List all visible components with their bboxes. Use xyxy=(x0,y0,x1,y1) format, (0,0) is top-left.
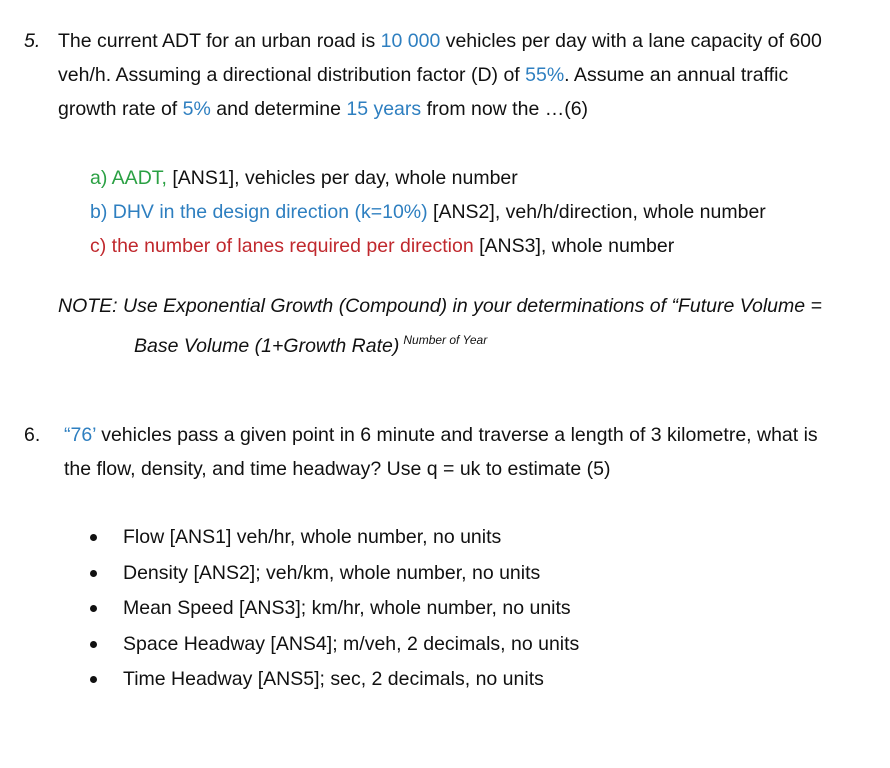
part-b xyxy=(90,195,766,229)
part-a-text: [ANS1], vehicles per day, whole number xyxy=(166,167,518,189)
question-6-line-2: the flow, density, and time headway? Use q = uk to estimate (5) xyxy=(64,458,611,480)
list-item-text: Space Headway [ANS4]; m/veh, 2 decimals, no units xyxy=(123,632,580,655)
q5-line3-post: from now the …(6) xyxy=(421,98,589,120)
part-c-text: [ANS3], whole number xyxy=(473,235,675,257)
note-formula: Base Volume (1+Growth Rate) xyxy=(134,335,400,357)
list-item-text: Mean Speed [ANS3]; km/hr, whole number, no units xyxy=(123,597,571,619)
question-6-number: 6. xyxy=(24,424,41,446)
question-6-line-1 xyxy=(64,418,854,452)
note-superscript: Number of Year xyxy=(403,333,488,347)
vehicle-count-value: “76’ xyxy=(64,424,96,446)
part-b-text: [ANS2], veh/h/direction, whole number xyxy=(427,201,766,223)
q5-line1-pre: The current ADT for an urban road is xyxy=(58,30,381,52)
question-5-line-3 xyxy=(58,92,846,126)
part-a-label: a) AADT, xyxy=(90,167,167,189)
list-item-text: Flow [ANS1] veh/hr, whole number, no units xyxy=(123,526,502,548)
q5-line3-mid: and determine xyxy=(210,98,347,120)
part-a xyxy=(90,161,518,195)
q5-line1-post: vehicles per day with a lane capacity of 600 xyxy=(440,30,822,52)
list-item-text: Time Headway [ANS5]; sec, 2 decimals, no units xyxy=(123,668,544,690)
q5-line3-pre: growth rate of xyxy=(58,98,183,120)
directional-factor-value: 55% xyxy=(525,64,565,86)
q6-line1-rest: vehicles pass a given point in 6 minute and traverse a length of 3 kilometre, what is xyxy=(95,424,818,446)
part-c-label: c) the number of lanes required per direction xyxy=(90,235,474,257)
bullet-icon xyxy=(90,534,97,541)
q5-line2-post: . Assume an annual traffic xyxy=(564,64,789,86)
bullet-icon xyxy=(90,676,97,683)
years-value: 15 years xyxy=(346,98,422,120)
growth-rate-value: 5% xyxy=(182,98,211,120)
bullet-icon xyxy=(90,641,97,648)
part-c xyxy=(90,229,674,263)
question-5-number: 5. xyxy=(24,30,41,52)
adt-value: 10 000 xyxy=(380,30,441,52)
note-line-2 xyxy=(134,323,487,363)
part-b-label: b) DHV in the design direction (k=10%) xyxy=(90,201,428,223)
list-item-text: Density [ANS2]; veh/km, whole number, no units xyxy=(123,561,541,584)
bullet-icon xyxy=(90,570,97,577)
q5-line2-pre: veh/h. Assuming a directional distribution factor (D) of xyxy=(58,64,526,86)
question-5-line-2 xyxy=(58,58,846,92)
note-line-1: NOTE: Use Exponential Growth (Compound) in your determinations of “Future Volume = xyxy=(58,295,822,317)
bullet-icon xyxy=(90,605,97,612)
question-5-line-1 xyxy=(58,24,846,58)
